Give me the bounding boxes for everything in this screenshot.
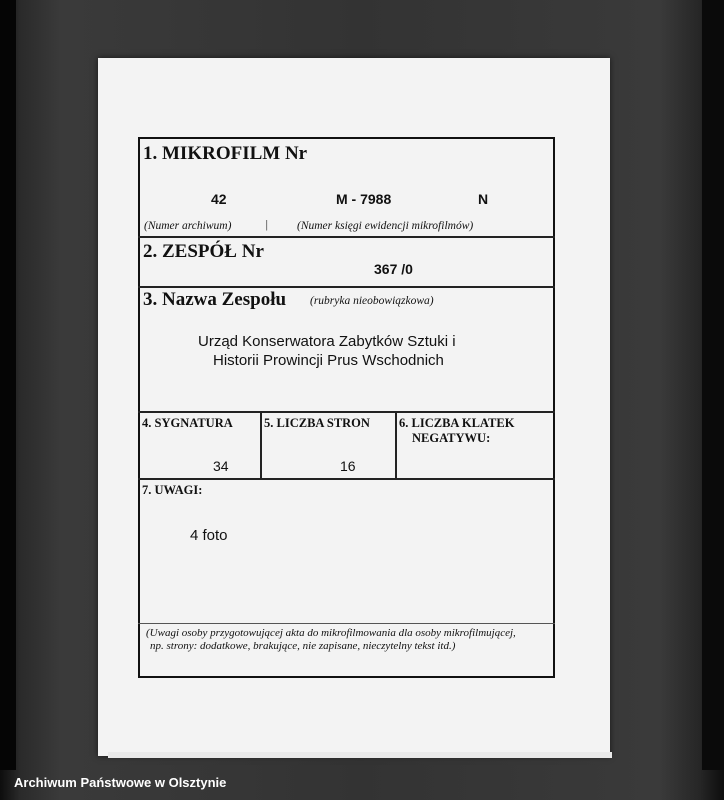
divider-section4: [138, 478, 555, 480]
section3-title: 3. Nazwa Zespołu: [143, 289, 287, 310]
section6-title-line1: 6. LICZBA KLATEK: [399, 416, 515, 430]
signature-value: 34: [213, 458, 229, 474]
archive-watermark-label: Archiwum Państwowe w Olsztynie: [14, 775, 227, 790]
microfilm-card: [138, 137, 555, 678]
remarks-note-line2: np. strony: dodatkowe, brakujące, nie zapisane, nieczytelny tekst itd.): [150, 640, 456, 652]
divider-col2: [395, 411, 397, 478]
divider-section2: [138, 286, 555, 288]
remarks-note-line1: (Uwagi osoby przygotowującej akta do mikrofilmowania dla osoby mikrofilmującej,: [146, 627, 516, 639]
section2-title: 2. ZESPÓŁ Nr: [143, 241, 264, 262]
register-caption: (Numer księgi ewidencji mikrofilmów): [297, 220, 474, 232]
divider-section1: [138, 236, 555, 238]
section4-title: 4. SYGNATURA: [142, 416, 233, 430]
fonds-name-line1: Urząd Konserwatora Zabytków Sztuki i: [198, 333, 456, 350]
film-edge-left: [0, 0, 16, 770]
caption-separator: |: [265, 219, 269, 231]
remarks-value: 4 foto: [190, 527, 228, 544]
paper-edge: [108, 752, 612, 758]
divider-col1: [260, 411, 262, 478]
section7-title: 7. UWAGI:: [142, 483, 203, 497]
section1-title: 1. MIKROFILM Nr: [143, 143, 308, 164]
section6-title-line2: NEGATYWU:: [412, 431, 491, 445]
type-letter: N: [478, 191, 489, 207]
divider-notes: [138, 623, 555, 624]
archive-number-caption: (Numer archiwum): [144, 220, 232, 232]
divider-section3: [138, 411, 555, 413]
film-edge-right: [702, 0, 724, 770]
archive-number: 42: [211, 191, 227, 207]
section3-note: (rubryka nieobowiązkowa): [310, 295, 434, 307]
microfilm-number: M - 7988: [336, 191, 392, 207]
page-count-value: 16: [340, 458, 356, 474]
section5-title: 5. LICZBA STRON: [264, 416, 370, 430]
fonds-number: 367 /0: [374, 261, 413, 277]
fonds-name-line2: Historii Prowincji Prus Wschodnich: [213, 352, 444, 369]
